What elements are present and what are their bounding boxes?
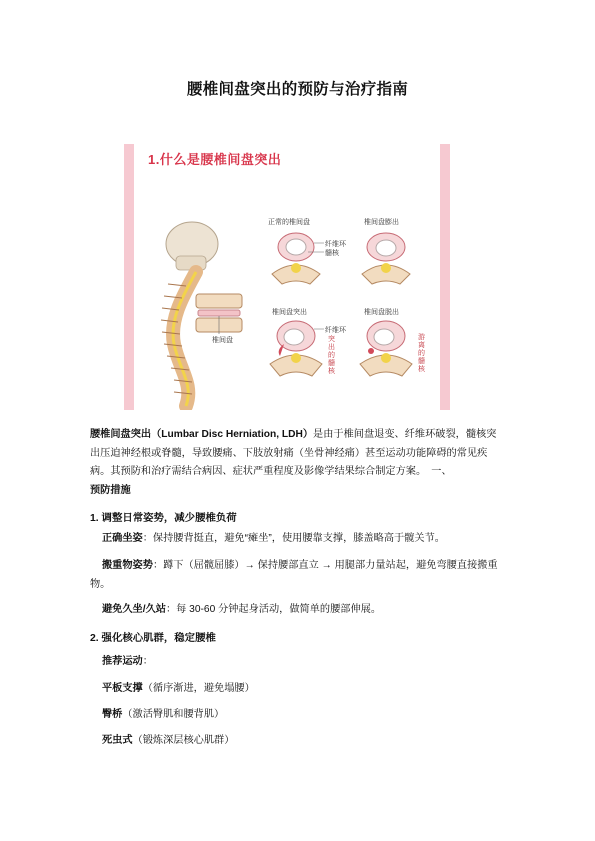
normal-disc-drawing (272, 233, 320, 284)
exercise-note: （循序渐进，避免塌腰） (142, 683, 255, 694)
exercise-note: （锻炼深层核心肌群） (132, 735, 235, 746)
intro-body: 是由于椎间盘退变、纤维环破裂，髓核突出压迫神经根或脊髓，导致腰痛、下肢放射痛（坐骨神经痛）甚至运动功能障碍的常见疾病。其预防和治疗需结合病因、症状严重程度及影像学结果综合制定方案。 一、 (90, 429, 497, 477)
exercise-name: 臀桥 (102, 709, 123, 720)
prevention-title: 预防措施 (90, 484, 131, 496)
label-disc: 椎间盘 (212, 337, 233, 344)
item-text: ：保持腰背挺直，避免“瘫坐”，使用腰靠支撑，膝盖略高于髋关节。 (142, 533, 445, 544)
list-item (102, 680, 512, 699)
figure-heading: 1.什么是腰椎间盘突出 (148, 152, 282, 167)
intro-paragraph (90, 426, 506, 500)
recommend-colon: ： (142, 656, 153, 667)
label-disc-protrusion: 椎间盘突出 (272, 309, 307, 316)
item-text: ：蹲下（屈髋屈膝）→ 保持腰部直立 → 用腿部力量站起，避免弯腰直接搬重物。 (90, 560, 498, 590)
exercise-note: （激活臀肌和腰背肌） (122, 709, 225, 720)
disc-shape (198, 310, 240, 316)
section1-heading: 1. 调整日常姿势，减少腰椎负荷 (90, 513, 237, 524)
extrusion-disc-drawing (360, 321, 412, 376)
vertebra-upper (196, 294, 242, 308)
lumbar-disc-illustration (124, 144, 450, 410)
label-normal-disc: 正常的椎间盘 (268, 219, 310, 226)
item-text: ：每 30-60 分钟起身活动，做简单的腰部伸展。 (165, 604, 382, 615)
exercise-name: 死虫式 (102, 735, 133, 746)
label-fiber-ring-2: 纤维环 (325, 327, 346, 334)
section2-heading: 2. 强化核心肌群，稳定腰椎 (90, 633, 216, 644)
list-item (90, 557, 510, 594)
label-fiber-ring: 纤维环 (325, 241, 346, 248)
item-term: 搬重物姿势 (102, 560, 153, 571)
intro-term: 腰椎间盘突出（Lumbar Disc Herniation, LDH） (90, 429, 314, 440)
list-item (102, 732, 512, 751)
recommend-label-text: 推荐运动 (102, 656, 143, 667)
page-title: 腰椎间盘突出的预防与治疗指南 (186, 81, 409, 98)
item-term: 避免久坐/久站 (102, 604, 166, 615)
label-disc-extrusion: 椎间盘脱出 (364, 309, 399, 316)
label-disc-bulge: 椎间盘膨出 (364, 219, 399, 226)
label-free-nucleus: 游离的髓核 (418, 334, 425, 373)
label-protruded-nucleus: 突出的髓核 (328, 336, 335, 375)
bulge-disc-drawing (362, 233, 410, 284)
spine-diagram (124, 144, 450, 410)
exercise-name: 平板支撑 (102, 683, 143, 694)
list-item (102, 601, 512, 620)
recommend-label (102, 653, 512, 672)
list-item (102, 530, 512, 549)
list-item (102, 706, 512, 725)
item-term: 正确坐姿 (102, 533, 143, 544)
label-nucleus: 髓核 (325, 250, 339, 257)
